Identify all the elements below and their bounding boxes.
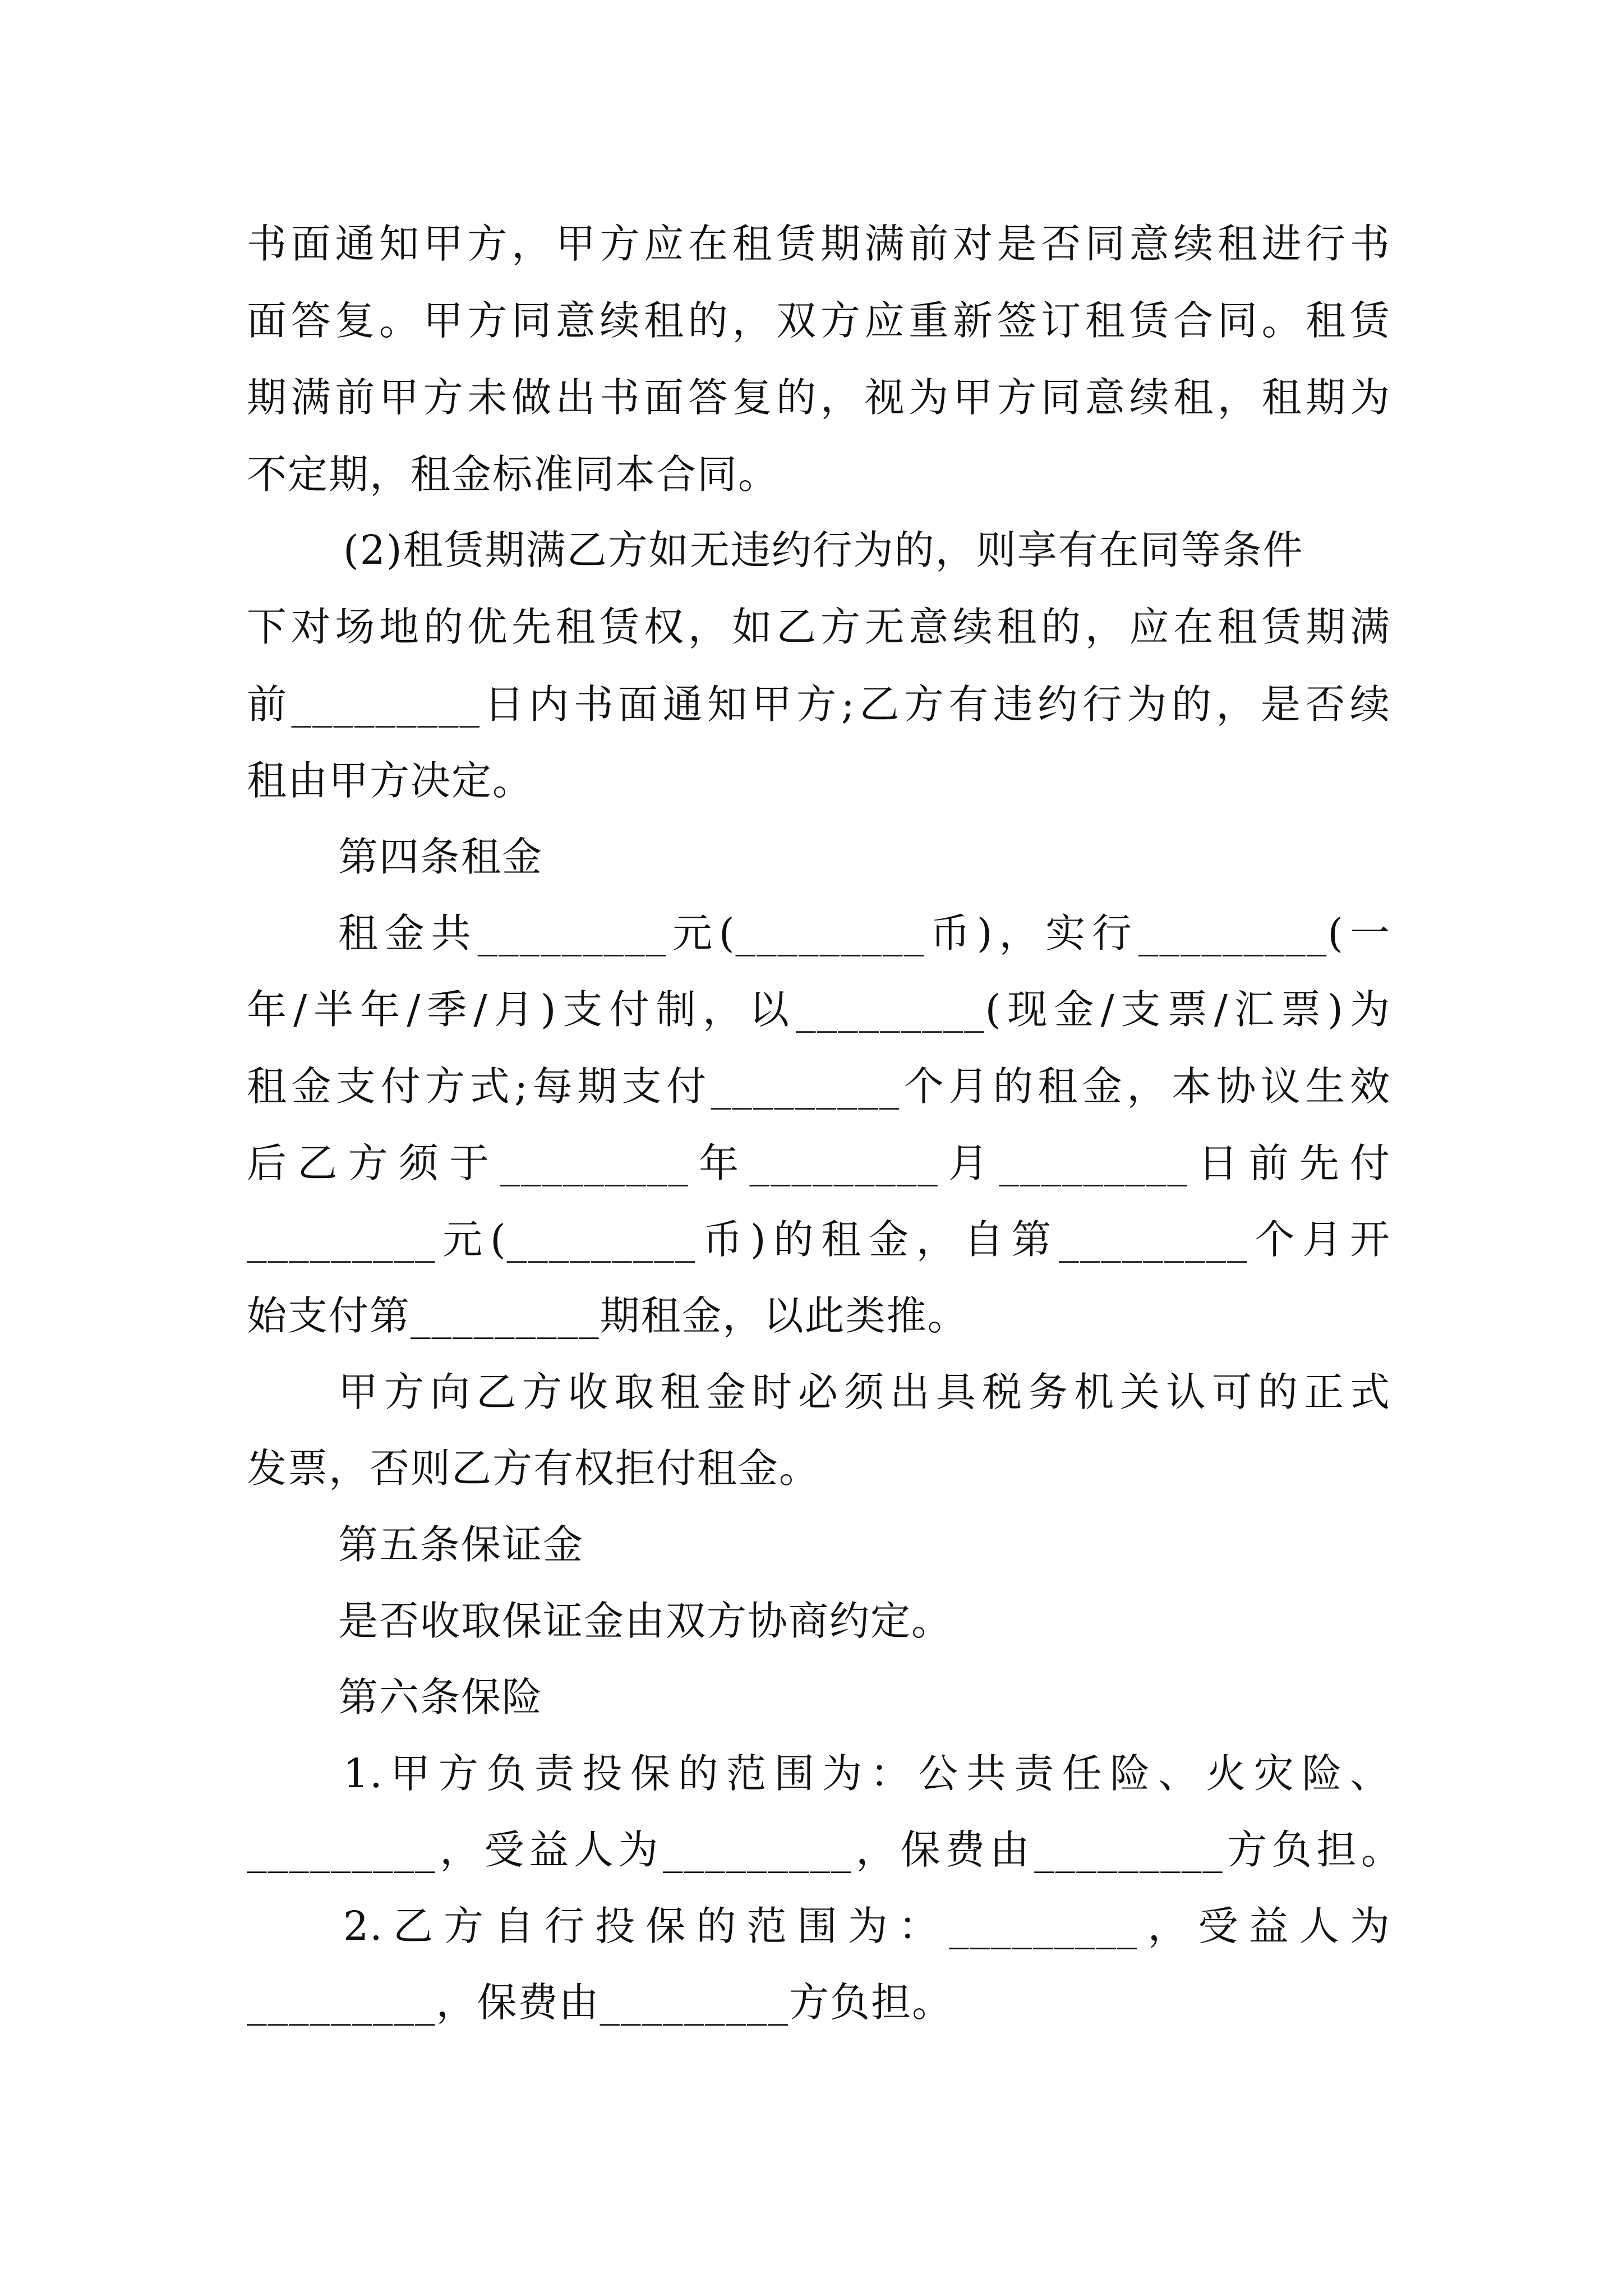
paragraph-line: (2)租赁期满乙方如无违约行为的，则享有在同等条件 (343, 527, 1304, 573)
section-heading: 第六条保险 (338, 1674, 543, 1720)
section-heading: 第五条保证金 (338, 1521, 584, 1568)
paragraph-line: 甲方向乙方收取租金时必须出具税务机关认可的正式 (338, 1369, 1391, 1415)
paragraph-line: 租金共_________元(_________币)，实行_________(一 (338, 910, 1391, 956)
paragraph-line: 2.乙方自行投保的范围为：_________，受益人为 (343, 1903, 1391, 1949)
paragraph-line: 期满前甲方未做出书面答复的，视为甲方同意续租，租期为 (247, 374, 1391, 421)
paragraph-line: 租由甲方决定。 (247, 757, 534, 804)
paragraph-line: 书面通知甲方，甲方应在租赁期满前对是否同意续租进行书 (247, 220, 1391, 267)
paragraph-line: 始支付第_________期租金，以此类推。 (247, 1292, 969, 1339)
paragraph-line: 不定期，租金标准同本合同。 (247, 451, 780, 498)
paragraph-line: 前_________日内书面通知甲方;乙方有违约行为的，是否续 (247, 681, 1391, 728)
paragraph-line: 面答复。甲方同意续租的，双方应重新签订租赁合同。租赁 (247, 297, 1391, 344)
paragraph-line: 下对场地的优先租赁权，如乙方无意续租的，应在租赁期满 (247, 604, 1391, 650)
paragraph-line: 后乙方须于_________年_________月_________日前先付 (247, 1140, 1391, 1186)
paragraph-line: _________，保费由_________方负担。 (247, 1979, 953, 2026)
paragraph-line: 1.甲方负责投保的范围为：公共责任险、火灾险、 (343, 1750, 1391, 1797)
paragraph-line: 发票，否则乙方有权拒付租金。 (247, 1445, 820, 1492)
paragraph-line: _________元(_________币)的租金，自第_________个月开 (247, 1216, 1391, 1263)
paragraph-line: _________，受益人为_________，保费由_________方负担。 (247, 1826, 1402, 1873)
section-heading: 第四条租金 (338, 834, 543, 880)
paragraph-line: 租金支付方式;每期支付_________个月的租金，本协议生效 (247, 1063, 1391, 1110)
paragraph-line: 是否收取保证金由双方协商约定。 (338, 1598, 953, 1644)
paragraph-line: 年/半年/季/月)支付制，以_________(现金/支票/汇票)为 (247, 986, 1391, 1033)
